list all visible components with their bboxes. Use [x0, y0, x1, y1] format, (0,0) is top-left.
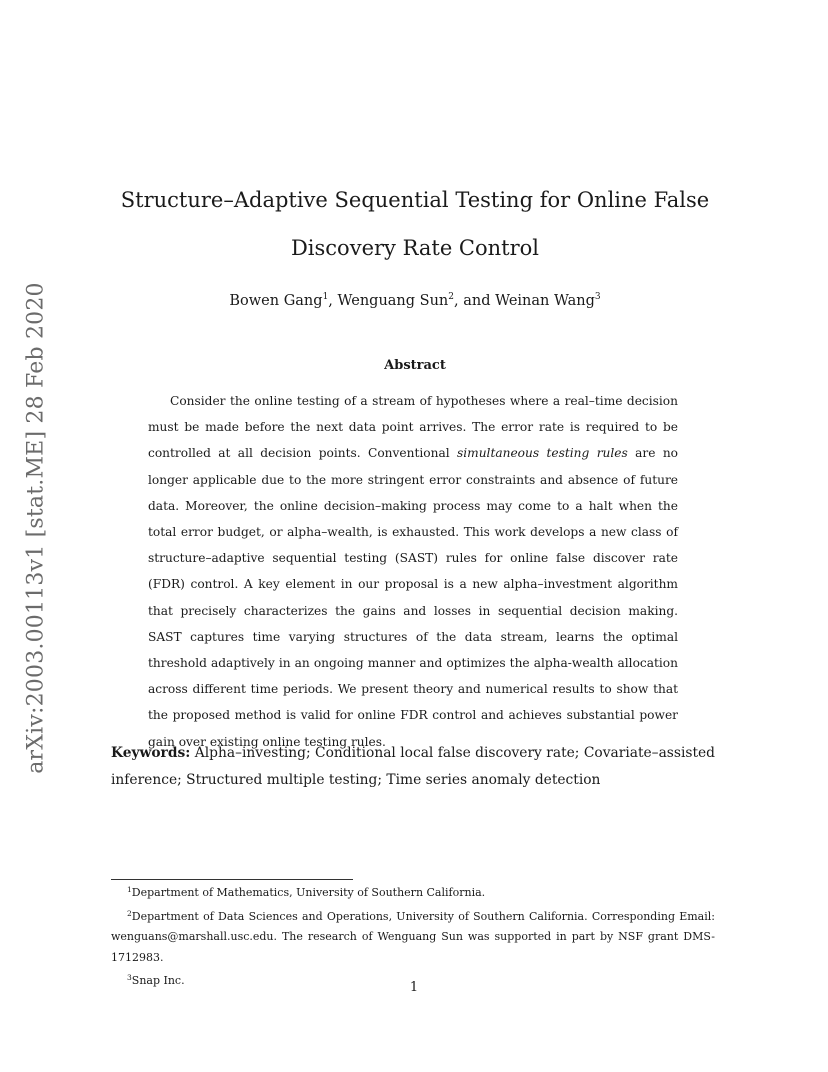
author-list	[120, 292, 710, 309]
author-name: Wenguang Sun	[337, 293, 449, 309]
footnote-text: Department of Mathematics, University of Southern California.	[131, 886, 486, 899]
abstract-text-start: Consider the online testing of a stream of hypotheses where a real–time decision must be made before the next data point arrives. The error rate is required to be controlled at all decision points. Conventional	[148, 394, 678, 461]
author-affiliation-mark: 3	[594, 292, 601, 302]
paper-title-line-1: Structure–Adaptive Sequential Testing for Online False	[120, 188, 710, 212]
abstract-body	[148, 388, 678, 755]
footnotes	[111, 880, 715, 992]
page-number: 1	[409, 980, 419, 995]
author-name: Weinan Wang	[495, 293, 595, 309]
author-name: Bowen Gang	[229, 293, 323, 309]
abstract-emphasis: simultaneous testing rules	[457, 446, 628, 461]
author-separator: , and	[454, 293, 496, 309]
author-affiliation-mark: 2	[448, 292, 454, 302]
keywords-label: Keywords:	[111, 745, 191, 761]
footnote-text: Snap Inc.	[131, 974, 185, 987]
paper-title-line-2: Discovery Rate Control	[290, 236, 540, 260]
abstract-text-end: are no longer applicable due to the more stringent error constraints and absence of future data. Moreover, the online decision–making process may come to a halt when the total error budget, or alpha–wealth, is exhausted. This work develops a new class of structure–adaptive sequential testing (SAST) rules for online false discover rate (FDR) control. A key element in our proposal is a new alpha–investment algorithm that precisely characterizes the gains and losses in sequential decision making. SAST captures time varying structures of the data stream, learns the optimal threshold adaptively in an ongoing manner and optimizes the alpha-wealth allocation across different time periods. We present theory and numerical results to show that the proposed method is valid for online FDR control and achieves substantial power gain over existing online testing rules.	[148, 446, 679, 749]
footnote	[111, 904, 715, 969]
arxiv-identifier-stamp: arXiv:2003.00113v1 [stat.ME] 28 Feb 2020	[23, 282, 49, 774]
footnote	[111, 880, 715, 904]
author-affiliation-mark: 1	[322, 292, 329, 302]
footnote-mark: 3	[127, 973, 132, 982]
footnote-text: Department of Data Sciences and Operations, University of Southern California. Corresponding Email: wenguans@marshall.usc.edu. The research of Wenguang Sun was supported in part by NSF grant DMS-1712983.	[111, 909, 715, 964]
footnote-mark: 2	[127, 908, 132, 918]
abstract-heading: Abstract	[384, 358, 446, 373]
author-separator: ,	[328, 293, 338, 309]
keywords-text: Alpha–investing; Conditional local false discovery rate; Covariate–assisted inference; Structured multiple testing; Time series anomaly detection	[111, 745, 716, 788]
keywords-section	[111, 740, 715, 794]
footnote-mark: 1	[127, 885, 132, 894]
